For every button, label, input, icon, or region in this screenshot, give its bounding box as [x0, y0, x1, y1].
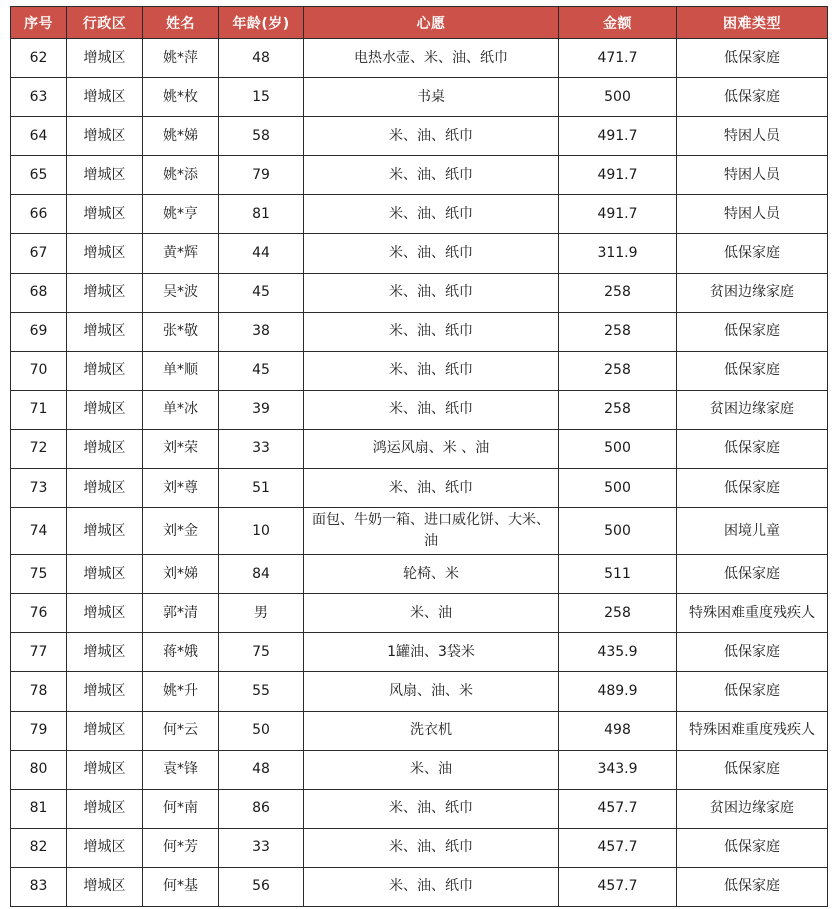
cell-wish: 书桌	[304, 78, 559, 117]
header-age: 年龄(岁)	[219, 7, 304, 39]
cell-name: 何*云	[143, 711, 219, 750]
cell-district: 增城区	[67, 508, 143, 555]
cell-difficulty-type: 低保家庭	[677, 78, 828, 117]
cell-amount: 258	[559, 390, 677, 429]
cell-district: 增城区	[67, 828, 143, 867]
cell-difficulty-type: 低保家庭	[677, 39, 828, 78]
table-row	[11, 390, 828, 429]
header-name: 姓名	[143, 7, 219, 39]
cell-name: 刘*金	[143, 508, 219, 555]
cell-wish: 米、油、纸巾	[304, 867, 559, 906]
wish-list-sheet	[10, 6, 828, 907]
cell-district: 增城区	[67, 312, 143, 351]
cell-amount: 457.7	[559, 828, 677, 867]
cell-id: 78	[11, 672, 67, 711]
cell-difficulty-type: 特殊困难重度残疾人	[677, 711, 828, 750]
cell-id: 71	[11, 390, 67, 429]
cell-difficulty-type: 特困人员	[677, 117, 828, 156]
cell-wish: 米、油、纸巾	[304, 789, 559, 828]
cell-amount: 500	[559, 429, 677, 468]
cell-difficulty-type: 低保家庭	[677, 351, 828, 390]
cell-amount: 258	[559, 351, 677, 390]
cell-amount: 491.7	[559, 117, 677, 156]
header-difficulty-type: 困难类型	[677, 7, 828, 39]
cell-district: 增城区	[67, 789, 143, 828]
cell-age: 38	[219, 312, 304, 351]
table-row	[11, 750, 828, 789]
header-row	[11, 7, 828, 39]
cell-id: 79	[11, 711, 67, 750]
cell-amount: 491.7	[559, 156, 677, 195]
cell-district: 增城区	[67, 117, 143, 156]
cell-difficulty-type: 特殊困难重度残疾人	[677, 594, 828, 633]
cell-age: 79	[219, 156, 304, 195]
cell-amount: 471.7	[559, 39, 677, 78]
cell-age: 55	[219, 672, 304, 711]
cell-amount: 258	[559, 594, 677, 633]
cell-name: 何*南	[143, 789, 219, 828]
cell-name: 袁*锋	[143, 750, 219, 789]
cell-wish: 米、油、纸巾	[304, 390, 559, 429]
cell-difficulty-type: 低保家庭	[677, 469, 828, 508]
cell-difficulty-type: 低保家庭	[677, 234, 828, 273]
cell-id: 62	[11, 39, 67, 78]
cell-name: 何*基	[143, 867, 219, 906]
cell-amount: 500	[559, 78, 677, 117]
cell-district: 增城区	[67, 469, 143, 508]
cell-age: 10	[219, 508, 304, 555]
cell-id: 66	[11, 195, 67, 234]
cell-name: 张*敬	[143, 312, 219, 351]
cell-amount: 500	[559, 508, 677, 555]
cell-id: 63	[11, 78, 67, 117]
cell-wish: 米、油	[304, 594, 559, 633]
cell-district: 增城区	[67, 78, 143, 117]
cell-wish: 米、油、纸巾	[304, 234, 559, 273]
cell-id: 72	[11, 429, 67, 468]
cell-amount: 343.9	[559, 750, 677, 789]
cell-difficulty-type: 低保家庭	[677, 867, 828, 906]
table-row	[11, 156, 828, 195]
table-row	[11, 594, 828, 633]
cell-id: 69	[11, 312, 67, 351]
header-id: 序号	[11, 7, 67, 39]
cell-age: 48	[219, 39, 304, 78]
cell-amount: 258	[559, 273, 677, 312]
cell-id: 82	[11, 828, 67, 867]
cell-amount: 457.7	[559, 789, 677, 828]
cell-age: 86	[219, 789, 304, 828]
cell-name: 姚*添	[143, 156, 219, 195]
cell-district: 增城区	[67, 672, 143, 711]
cell-id: 77	[11, 633, 67, 672]
cell-age: 33	[219, 429, 304, 468]
cell-id: 76	[11, 594, 67, 633]
cell-id: 65	[11, 156, 67, 195]
cell-wish: 米、油、纸巾	[304, 156, 559, 195]
cell-district: 增城区	[67, 39, 143, 78]
cell-wish: 面包、牛奶一箱、进口威化饼、大米、油	[304, 508, 559, 555]
cell-wish: 米、油、纸巾	[304, 828, 559, 867]
cell-name: 刘*娣	[143, 555, 219, 594]
table-row	[11, 711, 828, 750]
cell-wish: 轮椅、米	[304, 555, 559, 594]
cell-district: 增城区	[67, 867, 143, 906]
header-district: 行政区	[67, 7, 143, 39]
table-row	[11, 78, 828, 117]
cell-district: 增城区	[67, 156, 143, 195]
table-row	[11, 195, 828, 234]
cell-wish: 1罐油、3袋米	[304, 633, 559, 672]
cell-difficulty-type: 低保家庭	[677, 312, 828, 351]
cell-difficulty-type: 贫困边缘家庭	[677, 390, 828, 429]
cell-difficulty-type: 贫困边缘家庭	[677, 273, 828, 312]
cell-name: 单*冰	[143, 390, 219, 429]
cell-district: 增城区	[67, 633, 143, 672]
cell-wish: 米、油、纸巾	[304, 195, 559, 234]
cell-name: 姚*亨	[143, 195, 219, 234]
cell-name: 姚*娣	[143, 117, 219, 156]
cell-wish: 鸿运风扇、米 、油	[304, 429, 559, 468]
cell-difficulty-type: 特困人员	[677, 156, 828, 195]
cell-age: 39	[219, 390, 304, 429]
cell-age: 44	[219, 234, 304, 273]
cell-age: 15	[219, 78, 304, 117]
cell-amount: 258	[559, 312, 677, 351]
cell-age: 48	[219, 750, 304, 789]
cell-wish: 米、油、纸巾	[304, 469, 559, 508]
cell-district: 增城区	[67, 234, 143, 273]
cell-id: 81	[11, 789, 67, 828]
table-row	[11, 633, 828, 672]
cell-district: 增城区	[67, 351, 143, 390]
cell-amount: 498	[559, 711, 677, 750]
cell-id: 75	[11, 555, 67, 594]
cell-difficulty-type: 困境儿童	[677, 508, 828, 555]
cell-district: 增城区	[67, 429, 143, 468]
cell-name: 单*顺	[143, 351, 219, 390]
cell-age: 51	[219, 469, 304, 508]
cell-amount: 500	[559, 469, 677, 508]
cell-name: 刘*尊	[143, 469, 219, 508]
cell-age: 75	[219, 633, 304, 672]
cell-name: 蒋*娥	[143, 633, 219, 672]
cell-age: 84	[219, 555, 304, 594]
cell-district: 增城区	[67, 555, 143, 594]
cell-wish: 米、油	[304, 750, 559, 789]
table-row	[11, 789, 828, 828]
cell-name: 郭*清	[143, 594, 219, 633]
cell-id: 70	[11, 351, 67, 390]
table-row	[11, 672, 828, 711]
cell-district: 增城区	[67, 594, 143, 633]
table-row	[11, 469, 828, 508]
cell-name: 何*芳	[143, 828, 219, 867]
cell-difficulty-type: 低保家庭	[677, 828, 828, 867]
cell-district: 增城区	[67, 273, 143, 312]
cell-difficulty-type: 低保家庭	[677, 429, 828, 468]
cell-amount: 489.9	[559, 672, 677, 711]
cell-id: 64	[11, 117, 67, 156]
table-row	[11, 828, 828, 867]
cell-difficulty-type: 低保家庭	[677, 555, 828, 594]
table-row	[11, 273, 828, 312]
cell-name: 姚*枚	[143, 78, 219, 117]
cell-amount: 457.7	[559, 867, 677, 906]
table-row	[11, 555, 828, 594]
cell-difficulty-type: 低保家庭	[677, 672, 828, 711]
cell-amount: 435.9	[559, 633, 677, 672]
cell-amount: 491.7	[559, 195, 677, 234]
cell-district: 增城区	[67, 711, 143, 750]
cell-age: 45	[219, 351, 304, 390]
cell-difficulty-type: 贫困边缘家庭	[677, 789, 828, 828]
cell-district: 增城区	[67, 195, 143, 234]
cell-name: 姚*升	[143, 672, 219, 711]
cell-wish: 风扇、油、米	[304, 672, 559, 711]
table-row	[11, 351, 828, 390]
table-row	[11, 234, 828, 273]
table-row	[11, 429, 828, 468]
cell-age: 男	[219, 594, 304, 633]
cell-age: 45	[219, 273, 304, 312]
cell-wish: 米、油、纸巾	[304, 117, 559, 156]
header-amount: 金额	[559, 7, 677, 39]
cell-district: 增城区	[67, 750, 143, 789]
cell-wish: 洗衣机	[304, 711, 559, 750]
cell-name: 黄*辉	[143, 234, 219, 273]
cell-age: 58	[219, 117, 304, 156]
cell-district: 增城区	[67, 390, 143, 429]
cell-age: 50	[219, 711, 304, 750]
cell-id: 80	[11, 750, 67, 789]
cell-difficulty-type: 低保家庭	[677, 750, 828, 789]
cell-name: 姚*萍	[143, 39, 219, 78]
cell-wish: 米、油、纸巾	[304, 273, 559, 312]
cell-amount: 511	[559, 555, 677, 594]
table-row	[11, 312, 828, 351]
cell-name: 吴*波	[143, 273, 219, 312]
cell-id: 67	[11, 234, 67, 273]
wish-list-table	[10, 6, 828, 907]
cell-difficulty-type: 低保家庭	[677, 633, 828, 672]
table-row	[11, 867, 828, 906]
cell-id: 83	[11, 867, 67, 906]
cell-age: 56	[219, 867, 304, 906]
cell-id: 73	[11, 469, 67, 508]
table-row	[11, 39, 828, 78]
cell-amount: 311.9	[559, 234, 677, 273]
cell-age: 33	[219, 828, 304, 867]
table-row	[11, 117, 828, 156]
cell-difficulty-type: 特困人员	[677, 195, 828, 234]
cell-wish: 米、油、纸巾	[304, 351, 559, 390]
cell-wish: 电热水壶、米、油、纸巾	[304, 39, 559, 78]
cell-name: 刘*荣	[143, 429, 219, 468]
cell-age: 81	[219, 195, 304, 234]
cell-id: 68	[11, 273, 67, 312]
cell-wish: 米、油、纸巾	[304, 312, 559, 351]
header-wish: 心愿	[304, 7, 559, 39]
cell-id: 74	[11, 508, 67, 555]
table-row	[11, 508, 828, 555]
